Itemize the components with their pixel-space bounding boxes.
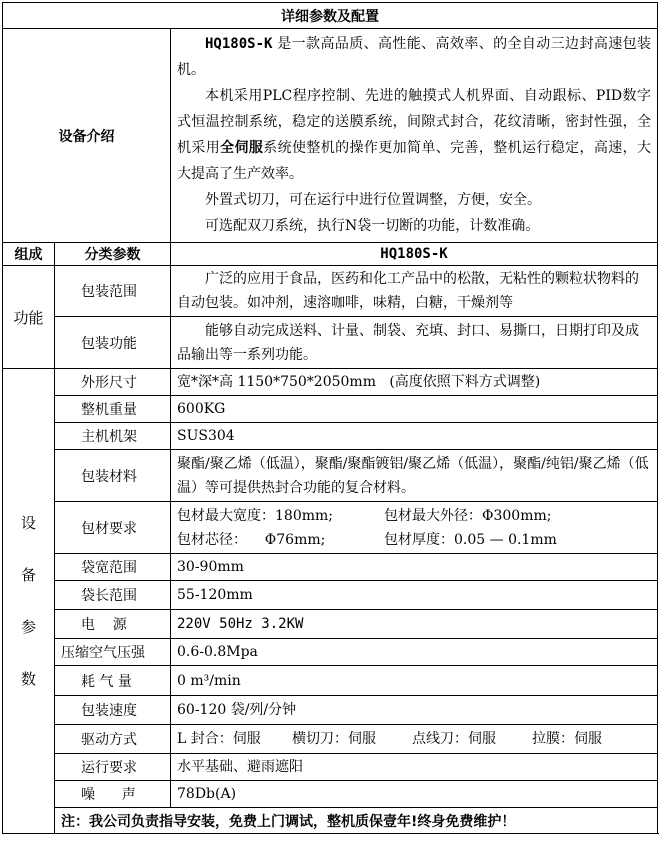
value-noise: 78Db(A) [171,781,658,808]
spec-table [2,2,658,834]
note-row [3,808,658,834]
category-requirement: 运行要求 [55,754,171,781]
category-frame: 主机机架 [55,423,171,450]
film-line-1 [177,504,651,528]
drive-film-pull: 拉膜：伺服 [532,731,602,747]
intro-p1-text: 是一款高品质、高性能、高效率、的全自动三边封高速包装机。 [177,36,652,78]
category-bag-width: 袋宽范围 [55,554,171,581]
group-equipment [3,369,55,834]
drive-l-seal: L 封合：伺服 [177,731,261,747]
value-bag-length: 55-120mm [171,581,658,610]
equip-row-dimensions [3,369,658,396]
intro-p2-bold: 全伺服 [220,140,264,156]
intro-model: HQ180S-K [205,36,273,52]
group-equipment-char-1: 设 [20,514,36,532]
value-drive [171,725,658,754]
title-row [3,3,658,29]
intro-paragraph-1 [177,31,651,83]
intro-label: 设备介绍 [3,29,171,243]
category-bag-length: 袋长范围 [55,581,171,610]
value-material: 聚酯/聚乙烯（低温），聚酯/聚酯镀铝/聚乙烯（低温），聚酯/纯铝/聚乙烯（低温）等可提供热封合功能的复合材料。 [171,450,658,502]
category-air-consumption: 耗 气 量 [55,666,171,696]
category-drive: 驱动方式 [55,725,171,754]
group-equipment-char-3: 参 [20,618,36,636]
equip-row-film [3,502,658,554]
intro-p2-text-b: 系统使整机的操作更加简单、完善，整机运行稳定，高速，大大提高了生产效率。 [177,140,651,182]
category-pack-function: 包装功能 [55,317,171,369]
category-weight: 整机重量 [55,396,171,423]
category-film: 包材要求 [55,502,171,554]
film-max-width: 包材最大宽度：180mm; [177,507,333,524]
value-pack-range-text: 广泛的应用于食品，医药和化工产品中的松散，无粘性的颗粒状物料的自动包装。如冲剂，速溶咖啡，味精，白糖，干燥剂等 [177,271,639,311]
value-weight: 600KG [171,396,658,423]
value-power: 220V 50Hz 3.2KW [171,610,658,639]
category-dimensions: 外形尺寸 [55,369,171,396]
category-pack-range: 包装范围 [55,266,171,317]
drive-cross-cut: 横切刀：伺服 [292,731,376,747]
equip-row-speed [3,696,658,725]
value-frame: SUS304 [171,423,658,450]
intro-paragraph-2 [177,83,651,187]
value-bag-width: 30-90mm [171,554,658,581]
value-air-consumption: 0 m³/min [171,666,658,696]
equip-row-material [3,450,658,502]
film-line-2 [177,528,651,552]
equip-row-air-consumption [3,666,658,696]
category-noise: 噪 声 [55,781,171,808]
intro-row [3,29,658,243]
value-requirement: 水平基础、避雨遮阳 [171,754,658,781]
equip-row-weight [3,396,658,423]
drive-line [177,727,651,751]
equip-row-bag-length [3,581,658,610]
category-air-pressure: 压缩空气压强 [55,639,171,666]
header-group: 组成 [3,243,55,266]
intro-paragraph-4: 可选配双刀系统，执行N袋一切断的功能，计数准确。 [205,218,540,234]
intro-p2-text-a: 本机采用PLC程序控制、先进的触摸式人机界面、自动跟标、PID数字式恒温控制系统，稳定的送膜系统，间隙式封合，花纹清晰，密封性强，全机采用 [177,88,651,156]
group-equipment-char-2: 备 [20,566,36,584]
equip-row-noise [3,781,658,808]
header-category: 分类参数 [55,243,171,266]
equip-row-requirement [3,754,658,781]
value-pack-function [171,317,658,369]
equip-row-bag-width [3,554,658,581]
function-row-capability [3,317,658,369]
value-pack-range [171,266,658,317]
equip-row-air-pressure [3,639,658,666]
category-material: 包装材料 [55,450,171,502]
value-dimensions: 宽*深*高 1150*750*2050mm (高度依照下料方式调整) [171,369,658,396]
equip-row-frame [3,423,658,450]
equip-row-power [3,610,658,639]
intro-text [171,29,658,243]
category-power: 电 源 [55,610,171,639]
footer-note: 注：我公司负责指导安装，免费上门调试，整机质保壹年!终身免费维护！ [55,808,658,834]
value-film [171,502,658,554]
film-thickness: 包材厚度：0.05 — 0.1mm [384,531,557,548]
film-core: 包材芯径： Φ76mm; [177,531,326,548]
equip-row-drive [3,725,658,754]
film-max-diameter: 包材最大外径：Φ300mm; [384,507,552,524]
table-title: 详细参数及配置 [3,3,658,29]
value-air-pressure: 0.6-0.8Mpa [171,639,658,666]
value-pack-function-text: 能够自动完成送料、计量、制袋、充填、封口、易撕口，日期打印及成品输出等一系列功能。 [177,322,639,363]
group-equipment-char-4: 数 [20,670,36,688]
drive-dot-cut: 点线刀：伺服 [412,731,496,747]
header-row [3,243,658,266]
function-row-range [3,266,658,317]
group-function: 功能 [3,266,55,369]
category-speed: 包装速度 [55,696,171,725]
value-speed: 60-120 袋/列/分钟 [171,696,658,725]
header-model: HQ180S-K [171,243,658,266]
intro-paragraph-3: 外置式切刀，可在运行中进行位置调整，方便，安全。 [205,192,541,208]
